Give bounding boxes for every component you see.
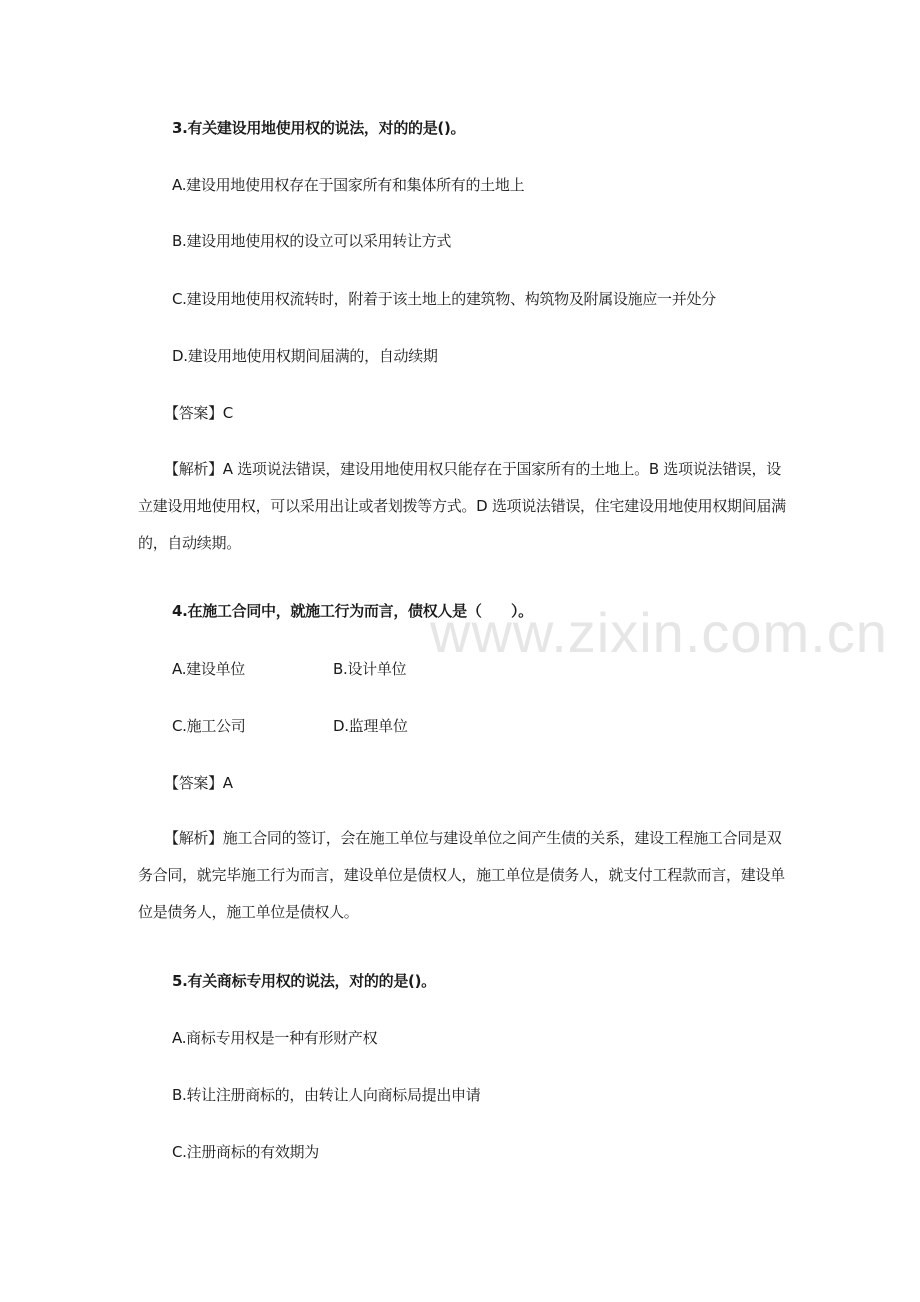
question-5-option-c: C.注册商标的有效期为 [172,1143,319,1161]
question-3-answer: 【答案】C [164,404,233,422]
question-5-title: 5.有关商标专用权的说法，对的的是()。 [172,972,436,990]
question-4-option-a: A.建设单位 [172,660,245,678]
question-3-option-d: D.建设用地使用权期间届满的，自动续期 [172,347,438,365]
question-5-option-b: B.转让注册商标的，由转让人向商标局提出申请 [172,1086,481,1104]
question-5-option-a: A.商标专用权是一种有形财产权 [172,1029,378,1047]
question-3-title: 3.有关建设用地使用权的说法，对的的是()。 [172,119,466,137]
question-3-analysis: 【解析】A 选项说法错误，建设用地使用权只能存在于国家所有的土地上。B 选项说法错误，设立建设用地使用权，可以采用出让或者划拨等方式。D 选项说法错误，住宅建设用地使用权期间届满的，自动续期。 [138,460,786,552]
question-3-option-a: A.建设用地使用权存在于国家所有和集体所有的土地上 [172,176,525,194]
question-3-option-b: B.建设用地使用权的设立可以采用转让方式 [172,232,452,250]
watermark: www.zixin.com.cn [430,601,888,664]
question-4-option-b: B.设计单位 [333,660,407,678]
question-4-analysis: 【解析】施工合同的签订，会在施工单位与建设单位之间产生债的关系，建设工程施工合同是双务合同，就完毕施工行为而言，建设单位是债权人，施工单位是债务人，就支付工程款而言，建设单位是债务人，施工单位是债权人。 [138,829,785,921]
question-4-answer: 【答案】A [164,774,233,792]
question-4-title: 4.在施工合同中，就施工行为而言，债权人是（ ）。 [172,602,533,620]
question-4-option-d: D.监理单位 [333,717,408,735]
question-4-option-c: C.施工公司 [172,717,246,735]
question-3-option-c: C.建设用地使用权流转时，附着于该土地上的建筑物、构筑物及附属设施应一并处分 [172,290,716,308]
